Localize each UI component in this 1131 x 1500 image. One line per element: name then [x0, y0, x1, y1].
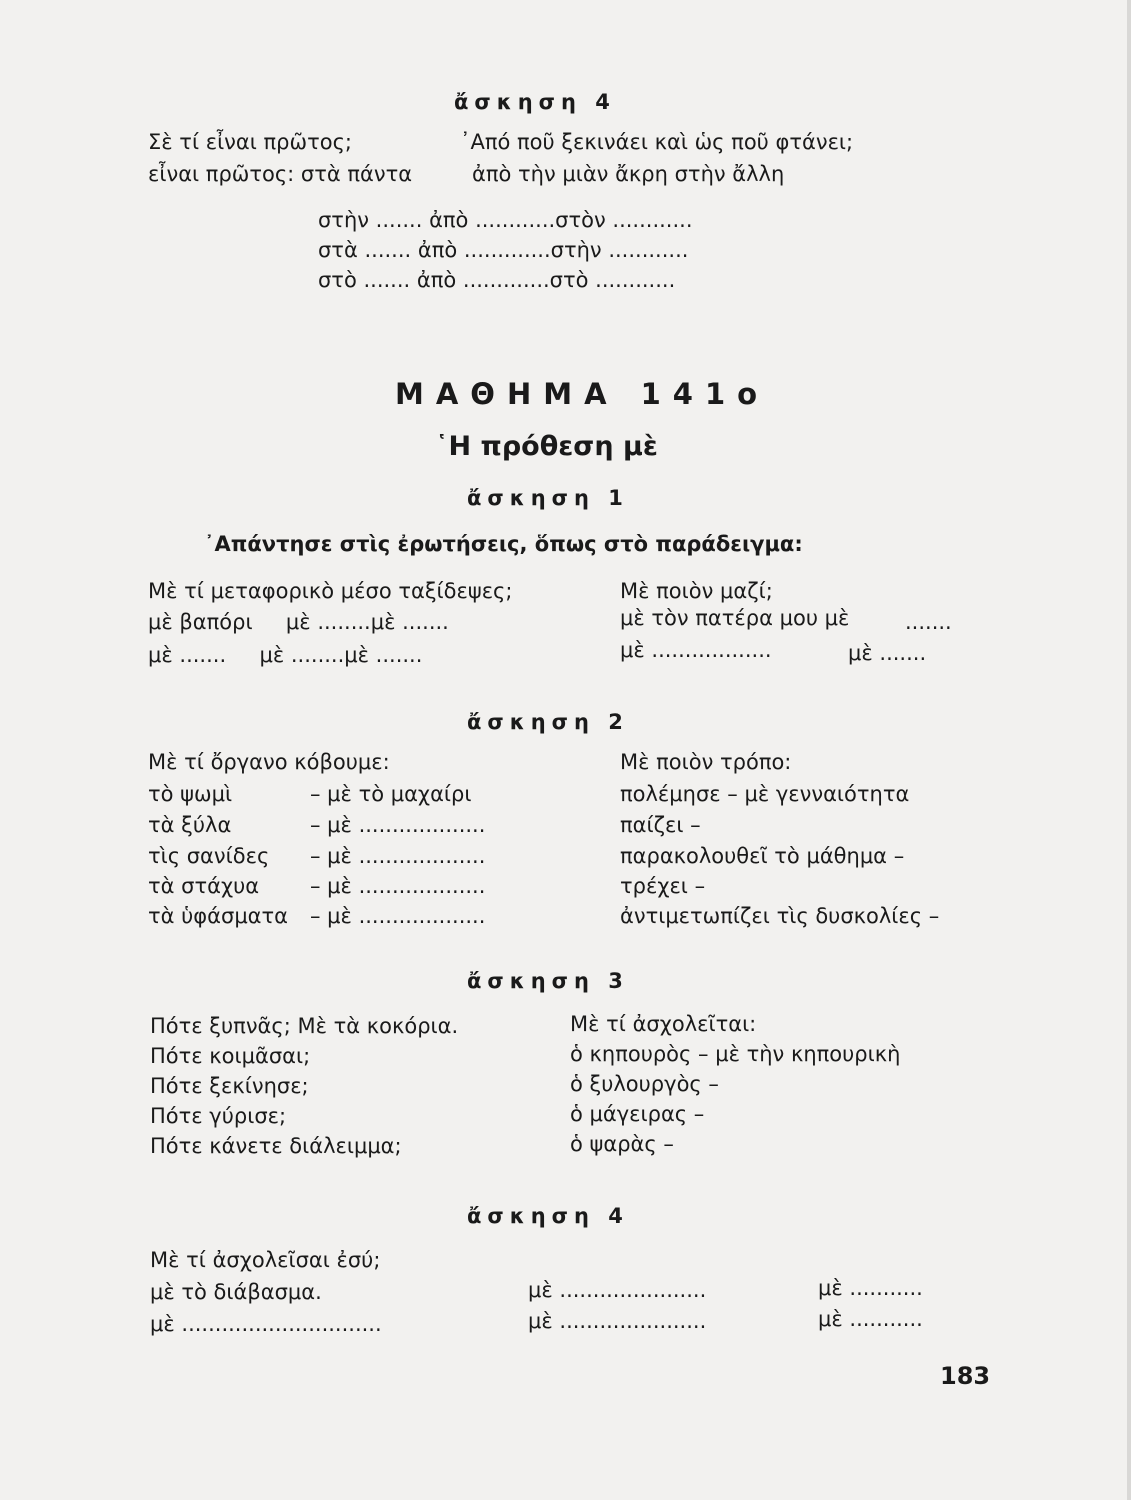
- exercise-3-left-3: Πότε ξεκίνησε;: [150, 1074, 309, 1098]
- exercise-2-right-3: παρακολουθεῖ τὸ μάθημα –: [620, 844, 905, 868]
- exercise-1-row-1-right-a: μὲ τὸν πατέρα μου μὲ: [620, 606, 850, 630]
- exercise-2-left-1-a: τὸ ψωμὶ: [148, 782, 233, 806]
- lesson-title: ΜΑΘΗΜΑ 141ο: [395, 377, 770, 411]
- exercise-1-question-right: Μὲ ποιὸν μαζί;: [620, 579, 773, 603]
- lesson-subtitle: ῾Η πρόθεση μὲ: [435, 431, 658, 462]
- exercise-4-top-row-2: στὰ ....... ἀπὸ .............στὴν ............: [318, 238, 689, 262]
- exercise-4-row-1-b: μὲ ......................: [528, 1278, 707, 1302]
- exercise-4-row-2-c: μὲ ...........: [818, 1307, 923, 1331]
- exercise-4-row-1-c: μὲ ...........: [818, 1276, 923, 1300]
- page-number: 183: [940, 1362, 991, 1390]
- exercise-4-row-1-a: μὲ τὸ διάβασμα.: [150, 1280, 322, 1304]
- exercise-1-row-1-right-b: .......: [905, 610, 952, 634]
- exercise-4-question: Μὲ τί ἀσχολεῖσαι ἐσύ;: [150, 1248, 381, 1272]
- page-edge-shadow: [1127, 0, 1131, 1500]
- exercise-2-right-4: τρέχει –: [620, 874, 706, 898]
- exercise-2-left-4-a: τὰ στάχυα: [148, 874, 260, 898]
- exercise-2-left-2-b: – μὲ ...................: [310, 813, 486, 837]
- exercise-2-left-4-b: – μὲ ...................: [310, 874, 486, 898]
- exercise-3-left-5: Πότε κάνετε διάλειμμα;: [150, 1134, 402, 1158]
- exercise-3-left-4: Πότε γύρισε;: [150, 1104, 287, 1128]
- exercise-4-top-question-right: ᾿Από ποῦ ξεκινάει καὶ ὡς ποῦ φτάνει;: [460, 130, 854, 154]
- exercise-2-question-left: Μὲ τί ὄργανο κόβουμε:: [148, 750, 390, 774]
- exercise-3-right-2: ὁ κηπουρὸς – μὲ τὴν κηπουρικὴ: [570, 1042, 901, 1066]
- exercise-4-top-question-left: Σὲ τί εἶναι πρῶτος;: [148, 130, 352, 154]
- exercise-2-right-5: ἀντιμετωπίζει τὶς δυσκολίες –: [620, 904, 940, 928]
- exercise-2-left-2-a: τὰ ξύλα: [148, 813, 232, 837]
- exercise-2-right-2: παίζει –: [620, 813, 701, 837]
- exercise-3-right-1: Μὲ τί ἀσχολεῖται:: [570, 1012, 757, 1036]
- exercise-2-left-1-b: – μὲ τὸ μαχαίρι: [310, 782, 472, 806]
- exercise-1-question-left: Μὲ τί μεταφορικὸ μέσο ταξίδεψες;: [148, 579, 513, 603]
- exercise-1-row-2-right-b: μὲ .......: [848, 641, 927, 665]
- exercise-1-row-1-left: μὲ βαπόρι μὲ ........μὲ .......: [148, 610, 449, 634]
- exercise-3-left-2: Πότε κοιμᾶσαι;: [150, 1044, 311, 1068]
- exercise-2-left-5-a: τὰ ὑφάσματα: [148, 904, 289, 928]
- exercise-2-left-3-a: τὶς σανίδες: [148, 844, 270, 868]
- exercise-4-top-heading: ἄσκηση 4: [454, 90, 616, 114]
- exercise-2-left-5-b: – μὲ ...................: [310, 904, 486, 928]
- exercise-4-row-2-b: μὲ ......................: [528, 1309, 707, 1333]
- exercise-4-row-2-a: μὲ ..............................: [150, 1312, 382, 1336]
- exercise-3-right-5: ὁ ψαρὰς –: [570, 1132, 674, 1156]
- exercise-2-right-1: πολέμησε – μὲ γενναιότητα: [620, 782, 910, 806]
- exercise-1-row-2-left: μὲ ....... μὲ ........μὲ .......: [148, 643, 423, 667]
- exercise-3-right-4: ὁ μάγειρας –: [570, 1102, 705, 1126]
- exercise-2-heading: ἄσκηση 2: [467, 710, 629, 734]
- exercise-2-left-3-b: – μὲ ...................: [310, 844, 486, 868]
- exercise-1-heading: ἄσκηση 1: [467, 486, 629, 510]
- exercise-4-top-answer-left: εἶναι πρῶτος: στὰ πάντα: [148, 162, 413, 186]
- exercise-1-row-2-right-a: μὲ ..................: [620, 638, 772, 662]
- exercise-4-top-row-3: στὸ ....... ἀπὸ .............στὸ ............: [318, 268, 676, 292]
- exercise-1-instruction: ᾿Απάντησε στὶς ἐρωτήσεις, ὅπως στὸ παράδειγμα:: [204, 532, 803, 556]
- exercise-4-top-answer-right: ἀπὸ τὴν μιὰν ἄκρη στὴν ἄλλη: [472, 162, 785, 186]
- exercise-3-left-1: Πότε ξυπνᾶς; Μὲ τὰ κοκόρια.: [150, 1014, 459, 1038]
- exercise-3-heading: ἄσκηση 3: [467, 969, 629, 993]
- exercise-2-question-right: Μὲ ποιὸν τρόπο:: [620, 750, 792, 774]
- exercise-4-top-row-1: στὴν ....... ἀπὸ ............στὸν ............: [318, 208, 693, 232]
- exercise-3-right-3: ὁ ξυλουργὸς –: [570, 1072, 719, 1096]
- exercise-4-heading: ἄσκηση 4: [467, 1204, 629, 1228]
